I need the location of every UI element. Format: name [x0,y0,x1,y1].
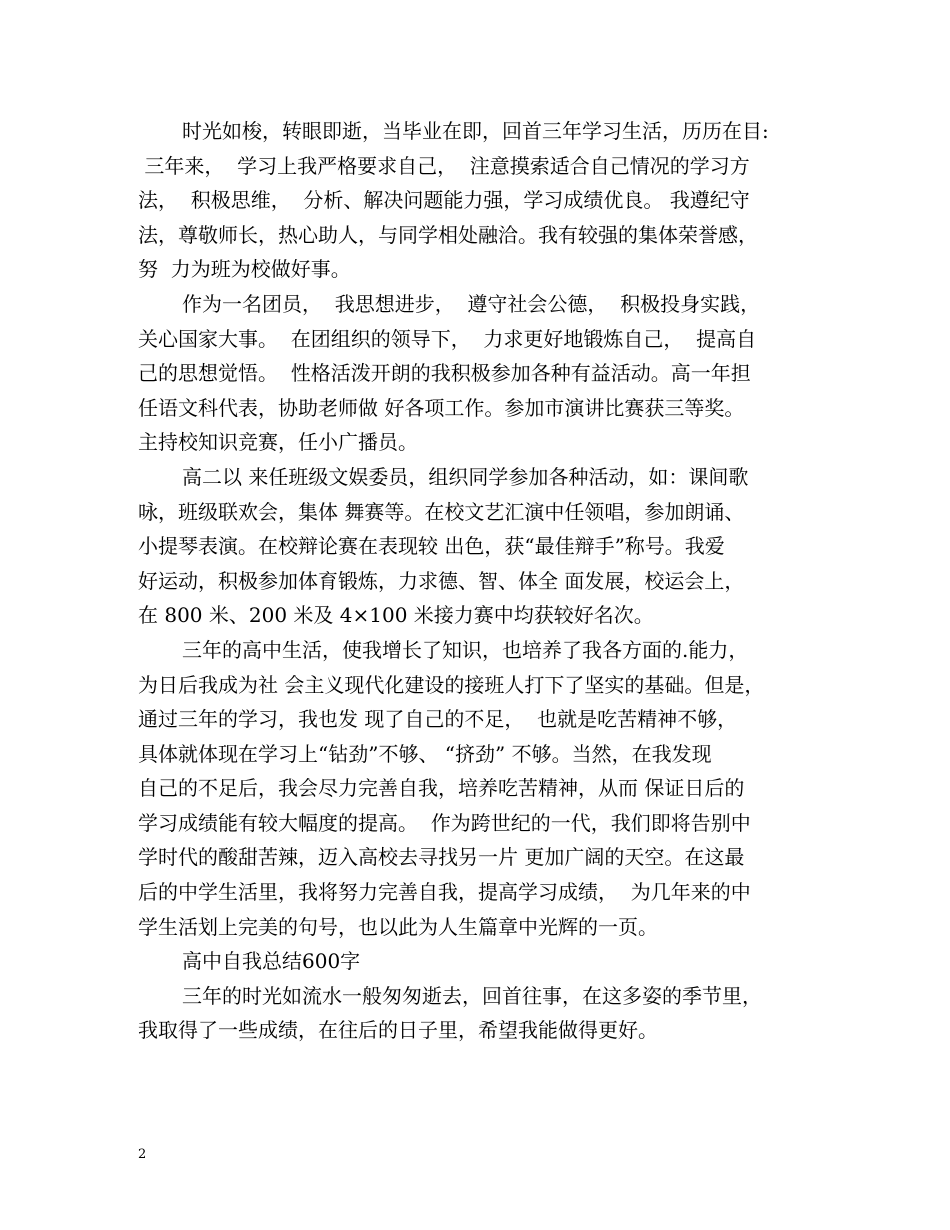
text-line: 自己的不足后，我会尽力完善自我，培养吃苦精神，从而 保证日后的 [138,776,745,801]
text-line: 己的思想觉悟。 性格活泼开朗的我积极参加各种有益活动。高一年担 [138,361,751,386]
text-line: 主持校知识竞赛，任小广播员。 [138,430,418,455]
text-line: 学生活划上完美的句号，也以此为人生篇章中光辉的一页。 [138,914,658,939]
text-line: 努 力为班为校做好事。 [138,257,351,282]
page-number: 2 [138,1147,147,1162]
text-line: 咏，班级联欢会，集体 舞赛等。在校文艺汇演中任领唱，参加朗诵、 [138,499,745,524]
text-line: 法，尊敬师长，热心助人，与同学相处融洽。我有较强的集体荣誉感， [138,222,758,247]
text-line: 在 800 米、200 米及 4×100 米接力赛中均获较好名次。 [138,603,654,628]
text-line: 后的中学生活里，我将努力完善自我，提高学习成绩， 为几年来的中 [138,880,751,905]
text-line: 为日后我成为社 会主义现代化建设的接班人打下了坚实的基础。但是， [138,672,765,697]
document-body [138,114,838,1048]
text-line: 时光如梭，转眼即逝，当毕业在即，回首三年学习生活，历历在目: [182,119,769,143]
text-line: 学习成绩能有较大幅度的提高。 作为跨世纪的一代，我们即将告别中 [138,810,751,835]
text-line: 我取得了一些成绩，在往后的日子里，希望我能做得更好。 [138,1018,658,1043]
text-line: 法， 积极思维， 分析、解决问题能力强，学习成绩优良。 我遵纪守 [138,188,750,213]
text-line: 作为一名团员， 我思想进步， 遵守社会公德， 积极投身实践， [182,291,761,316]
text-line: 好运动，积极参加体育锻炼，力求德、智、体全 面发展，校运会上， [138,568,745,593]
text-line: 三年的高中生活，使我增长了知识，也培养了我各方面的.能力， [182,637,749,662]
text-line: 三年来， 学习上我严格要求自己， 注意摸索适合自己情况的学习方 [138,153,750,178]
text-line: 学时代的酸甜苦辣，迈入高校去寻找另一片 更加广阔的天空。在这最 [138,845,745,870]
text-line: 通过三年的学习，我也发 现了自己的不足， 也就是吃苦精神不够， [138,707,738,732]
text-line: 关心国家大事。 在团组织的领导下， 力求更好地锻炼自己， 提高自 [138,326,757,351]
text-line: 三年的时光如流水一般匆匆逝去，回首往事，在这多姿的季节里， [182,983,762,1008]
text-line: 高二以 来任班级文娱委员，组织同学参加各种活动，如：课间歌 [182,464,749,489]
text-line: 小提琴表演。在校辩论赛在表现较 出色，获“最佳辩手”称号。我爱 [138,534,725,559]
text-line: 高中自我总结600字 [182,949,361,974]
text-line: 任语文科代表，协助老师做 好各项工作。参加市演讲比赛获三等奖。 [138,395,745,420]
text-line: 具体就体现在学习上“钻劲”不够、 “挤劲” 不够。当然，在我发现 [138,741,712,766]
